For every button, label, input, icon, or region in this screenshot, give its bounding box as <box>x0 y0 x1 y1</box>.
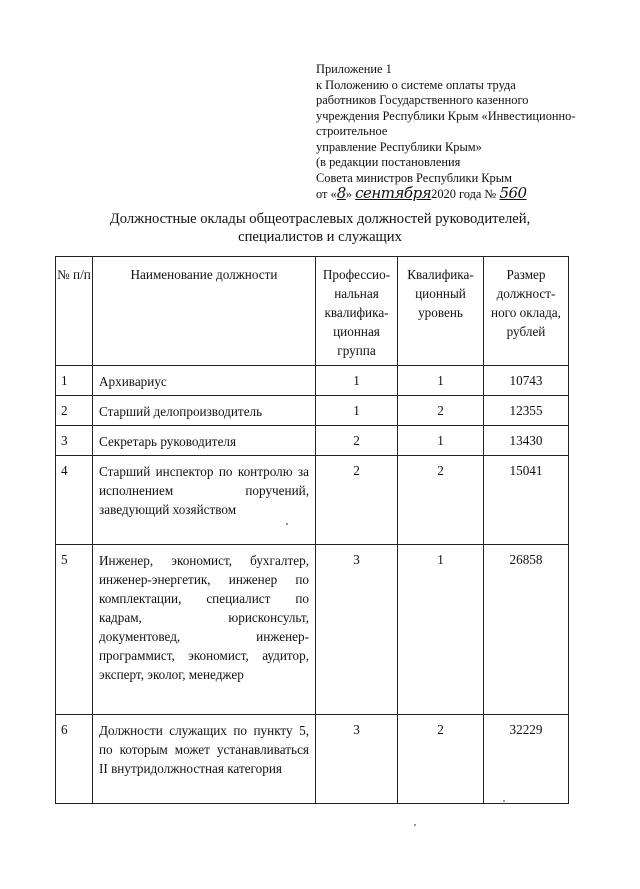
row-number: 6 <box>56 715 93 804</box>
qualification-level: 2 <box>398 715 484 804</box>
row-number: 3 <box>56 426 93 456</box>
qualification-level: 1 <box>398 545 484 715</box>
scan-speck <box>414 824 416 826</box>
table-row <box>56 456 569 545</box>
annex-line: Приложение 1 <box>316 62 392 76</box>
annex-line: строительное <box>316 124 388 138</box>
qualification-group: 2 <box>316 426 398 456</box>
table-row <box>56 426 569 456</box>
title-line-1: Должностные оклады общеотраслевых должностей руководителей, <box>109 211 531 227</box>
salary-value: 15041 <box>484 456 569 545</box>
title-line-2: специалистов и служащих <box>238 229 402 245</box>
position-name: Старший делопроизводитель <box>93 396 316 426</box>
qualification-level: 1 <box>398 426 484 456</box>
salary-value: 32229 <box>484 715 569 804</box>
row-number: 2 <box>56 396 93 426</box>
annex-line: Совета министров Республики Крым <box>316 170 512 185</box>
position-name: Архивариус <box>93 366 316 396</box>
position-name: Секретарь руководителя <box>93 426 316 456</box>
annex-line: (в редакции постановления <box>316 155 461 169</box>
table-row <box>56 396 569 426</box>
position-name: Старший инспектор по контролю за исполнением поручений, заведующий хозяйством <box>93 456 316 545</box>
qualification-group: 3 <box>316 545 398 715</box>
annex-line: учреждения Республики Крым «Инвестиционно- <box>316 108 576 123</box>
date-prefix: от « <box>316 187 337 201</box>
salary-value: 13430 <box>484 426 569 456</box>
date-mid: » <box>345 187 352 201</box>
qualification-level: 2 <box>398 456 484 545</box>
salary-value: 26858 <box>484 545 569 715</box>
table-row <box>56 366 569 396</box>
annex-line: к Положению о системе оплаты труда <box>316 77 516 92</box>
header-position-name: Наименование должности <box>93 257 316 366</box>
qualification-level: 2 <box>398 396 484 426</box>
salary-value: 10743 <box>484 366 569 396</box>
qualification-group: 3 <box>316 715 398 804</box>
annex-date-line <box>316 186 616 203</box>
document-title <box>40 210 600 246</box>
date-year: 2020 года № <box>431 187 497 201</box>
table-header-row <box>56 257 569 366</box>
scan-speck <box>503 800 505 802</box>
qualification-group: 1 <box>316 396 398 426</box>
header-salary: Размер должност-ного оклада, рублей <box>484 257 569 366</box>
qualification-group: 1 <box>316 366 398 396</box>
row-number: 1 <box>56 366 93 396</box>
table-row <box>56 715 569 804</box>
table-row <box>56 545 569 715</box>
scan-speck <box>286 523 288 525</box>
handwritten-number: 560 <box>499 184 527 202</box>
annex-block <box>316 62 616 203</box>
header-number: № п/п <box>56 257 93 366</box>
qualification-group: 2 <box>316 456 398 545</box>
annex-line: управление Республики Крым» <box>316 139 482 154</box>
row-number: 5 <box>56 545 93 715</box>
annex-line: работников Государственного казенного <box>316 93 529 107</box>
handwritten-month: сентября <box>355 184 432 202</box>
salary-table <box>55 256 569 804</box>
qualification-level: 1 <box>398 366 484 396</box>
position-name: Инженер, экономист, бухгалтер, инженер-энергетик, инженер по комплектации, специалист по кадрам, юрисконсульт, документовед, инженер-программист, экономист, аудитор, эксперт, эколог, менеджер <box>93 545 316 715</box>
handwritten-day: 8 <box>336 184 346 202</box>
salary-value: 12355 <box>484 396 569 426</box>
header-qualification-level: Квалифика-ционный уровень <box>398 257 484 366</box>
position-name: Должности служащих по пункту 5, по которым может устанавливаться II внутридолжностная категория <box>93 715 316 804</box>
header-qualification-group: Профессио-нальная квалифика-ционная группа <box>316 257 398 366</box>
row-number: 4 <box>56 456 93 545</box>
